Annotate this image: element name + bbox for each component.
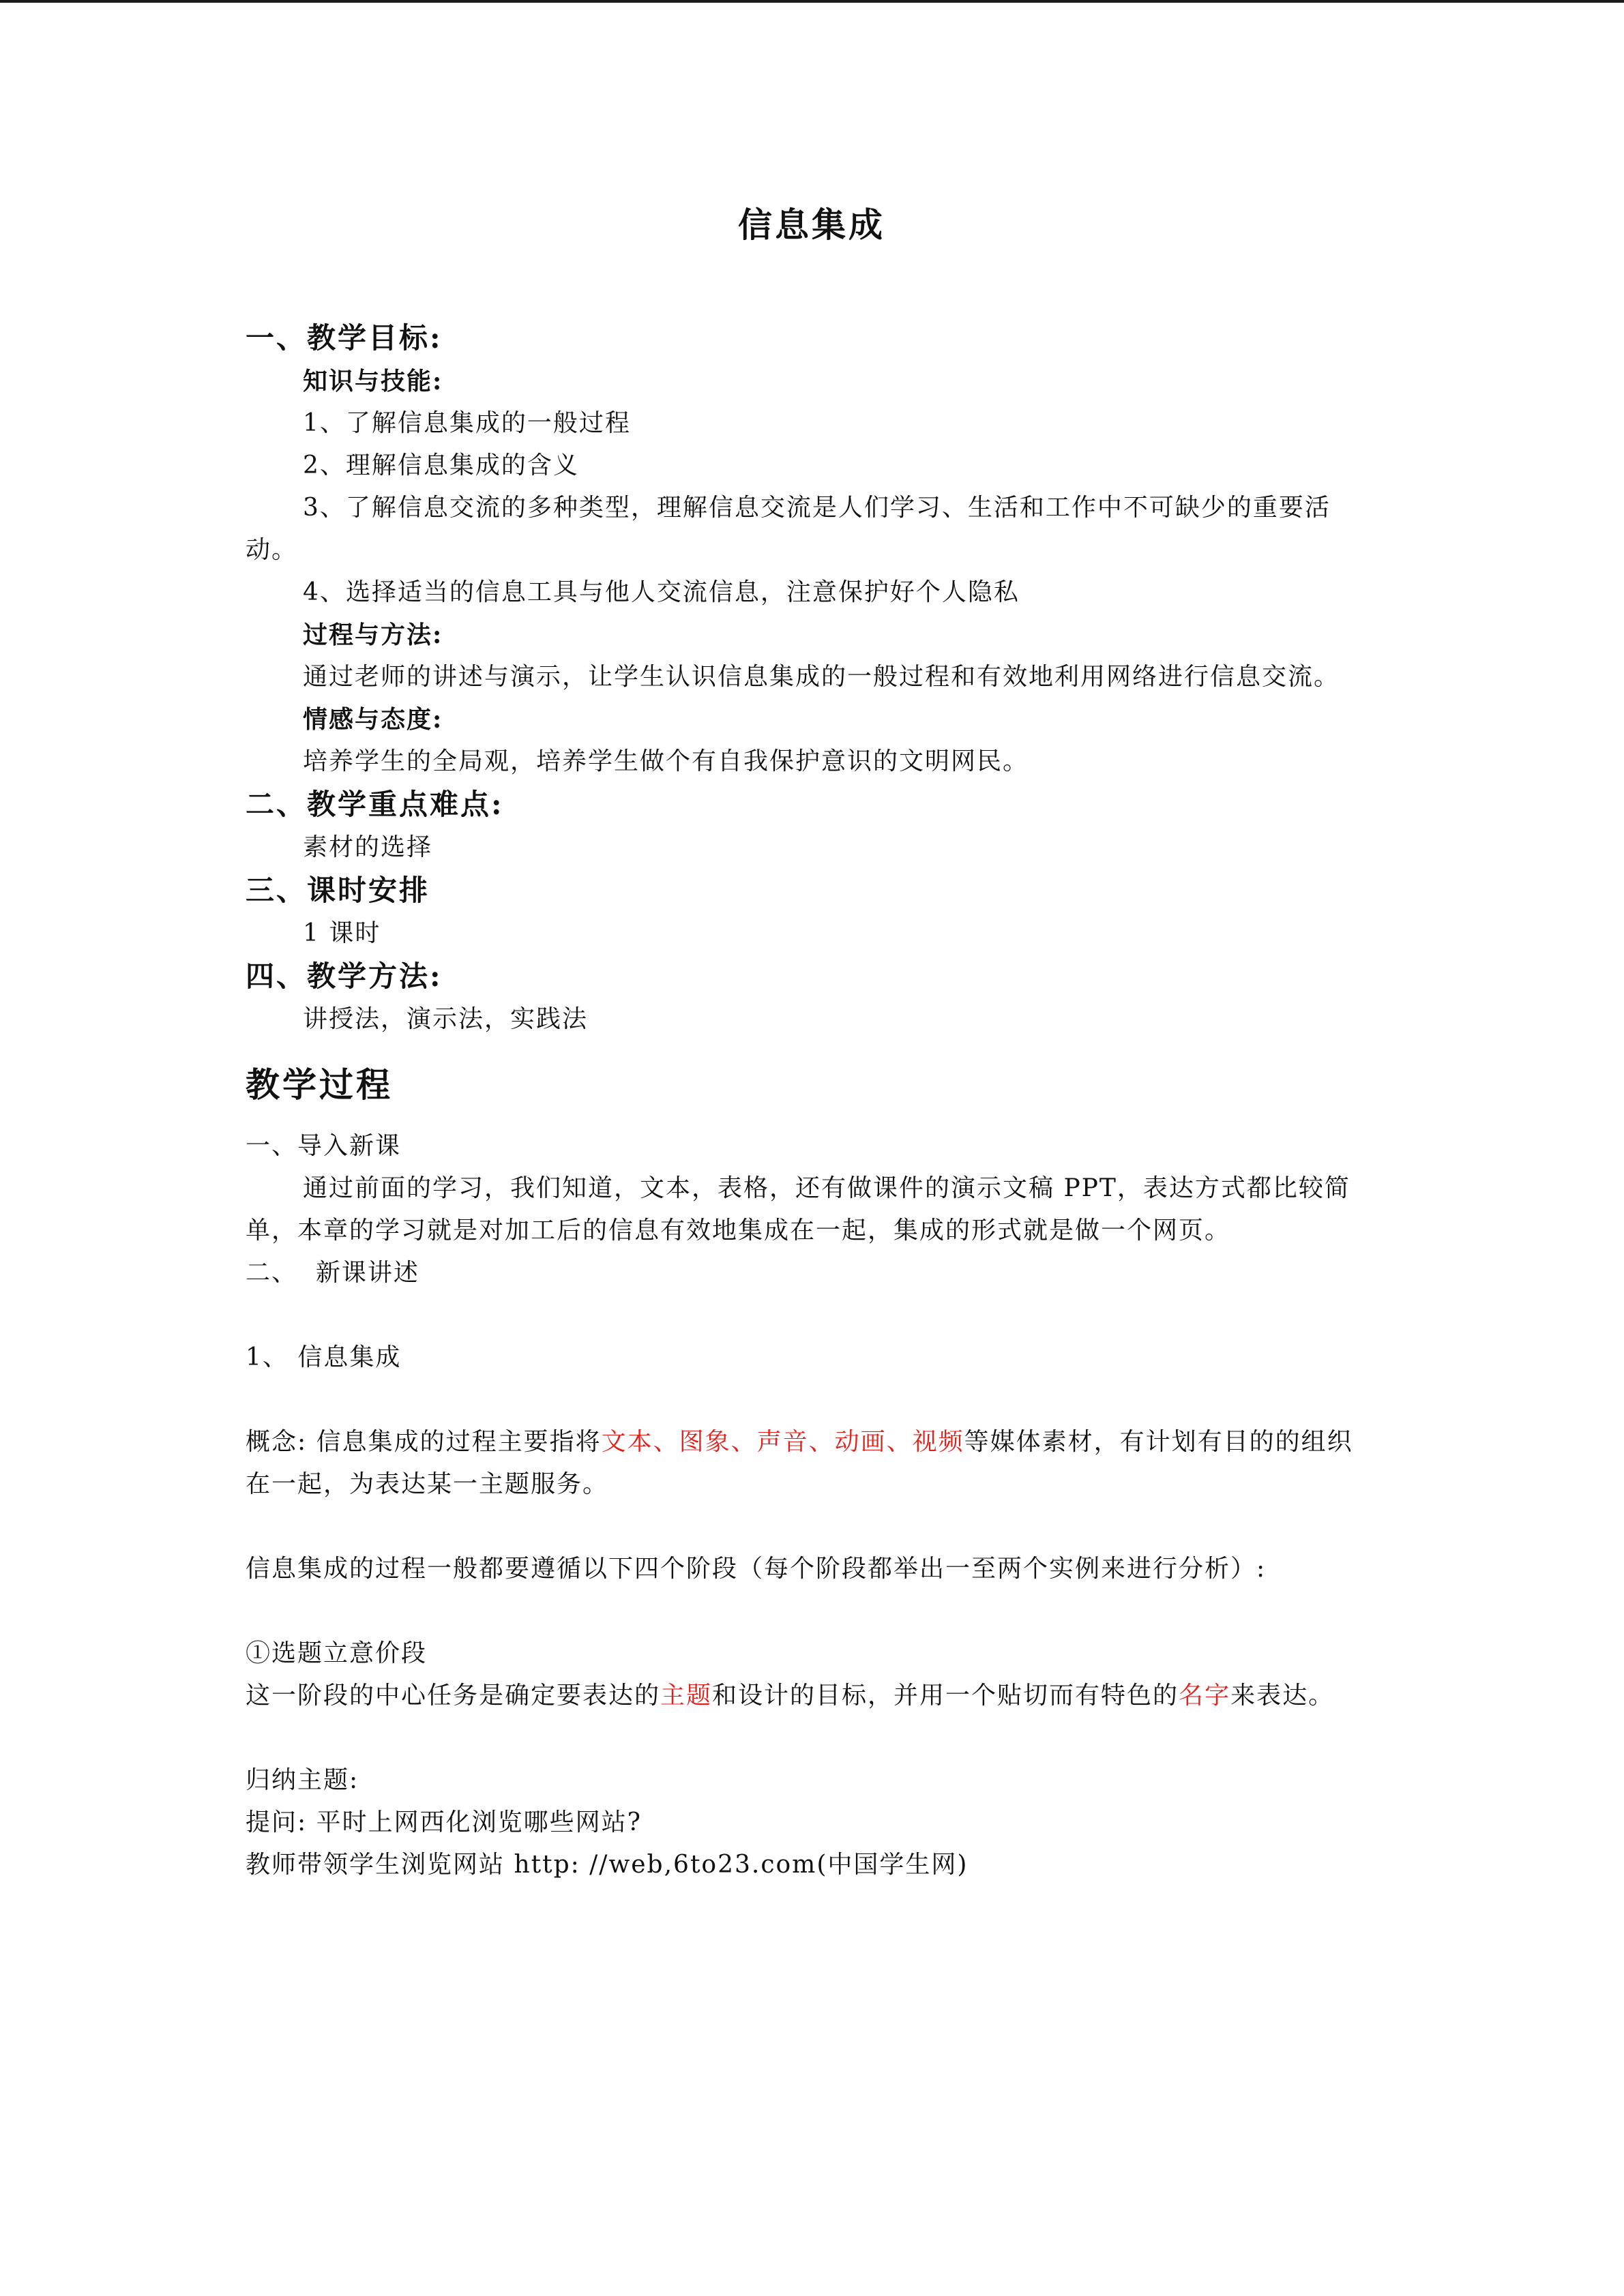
section-heading-objectives: 一、教学目标: xyxy=(246,321,443,355)
new-lesson-heading: 二、 新课讲述 xyxy=(246,1259,419,1287)
concept-text-b: 等媒体素材，有计划有目的的组织在一起，为表达某一主题服务。 xyxy=(246,1428,1353,1498)
spacer xyxy=(246,1294,1378,1337)
stages-intro: 信息集成的过程一般都要遵循以下四个阶段（每个阶段都举出一至两个实例来进行分析）: xyxy=(246,1555,1267,1583)
process-methods-text: 通过老师的讲述与演示，让学生认识信息集成的一般过程和有效地利用网络进行信息交流。 xyxy=(303,663,1340,691)
emotion-attitude-text: 培养学生的全局观，培养学生做个有自我保护意识的文明网民。 xyxy=(303,747,1029,775)
key-points-text: 素材的选择 xyxy=(303,833,433,861)
concept-paragraph xyxy=(246,1421,1378,1506)
intro-text: 通过前面的学习，我们知道，文本，表格，还有做课件的演示文稿 PPT，表达方式都比较简单，本章的学习就是对加工后的信息有效地集成在一起，集成的形式就是做一个网页。 xyxy=(246,1174,1350,1244)
stage1-theme: 主题 xyxy=(660,1682,713,1710)
concept-text-a: 概念: 信息集成的过程主要指将 xyxy=(246,1428,602,1456)
objective-item-3: 3、了解信息交流的多种类型，理解信息交流是人们学习、生活和工作中不可缺少的重要活动。 xyxy=(246,494,1331,564)
question-text: 提问: 平时上网西化浏览哪些网站? xyxy=(246,1808,642,1836)
teacher-browse-text: 教师带领学生浏览网站 http: //web,6to23.com(中国学生网) xyxy=(246,1851,969,1879)
section-heading-schedule: 三、课时安排 xyxy=(246,874,430,907)
document-title: 信息集成 xyxy=(738,205,885,245)
objective-item-1: 1、了解信息集成的一般过程 xyxy=(303,409,631,437)
spacer xyxy=(246,1717,1378,1759)
methods-text: 讲授法，演示法，实践法 xyxy=(303,1005,589,1033)
stage1-heading: ①选题立意价段 xyxy=(246,1639,428,1667)
stage1-text-c: 来表达。 xyxy=(1230,1682,1335,1710)
concept-media-types: 文本、图象、声音、动画、视频 xyxy=(601,1428,964,1456)
stage1-text-a: 这一阶段的中心任务是确定要表达的 xyxy=(246,1682,661,1710)
stage1-paragraph xyxy=(246,1675,1378,1717)
top-border-line xyxy=(0,0,1624,3)
subheading-knowledge-skills: 知识与技能: xyxy=(303,367,443,396)
subheading-process-methods: 过程与方法: xyxy=(303,621,443,649)
section-heading-key-points: 二、教学重点难点: xyxy=(246,788,504,821)
intro-heading: 一、导入新课 xyxy=(246,1132,402,1160)
subheading-emotion-attitude: 情感与态度: xyxy=(303,705,443,734)
stage1-name: 名字 xyxy=(1179,1682,1231,1710)
spacer xyxy=(246,1379,1378,1421)
schedule-text: 1 课时 xyxy=(303,919,381,947)
teaching-process-title: 教学过程 xyxy=(246,1064,393,1105)
objective-item-2: 2、理解信息集成的含义 xyxy=(303,451,579,479)
subsection-info-integration: 1、 信息集成 xyxy=(246,1343,402,1371)
spacer xyxy=(246,1506,1378,1548)
objective-item-4: 4、选择适当的信息工具与他人交流信息，注意保护好个人隐私 xyxy=(303,578,1020,606)
summary-heading: 归纳主题: xyxy=(246,1766,359,1794)
spacer xyxy=(246,1590,1378,1632)
section-heading-methods: 四、教学方法: xyxy=(246,959,443,993)
stage1-text-b: 和设计的目标，并用一个贴切而有特色的 xyxy=(712,1682,1179,1710)
document-page xyxy=(246,205,1378,1886)
